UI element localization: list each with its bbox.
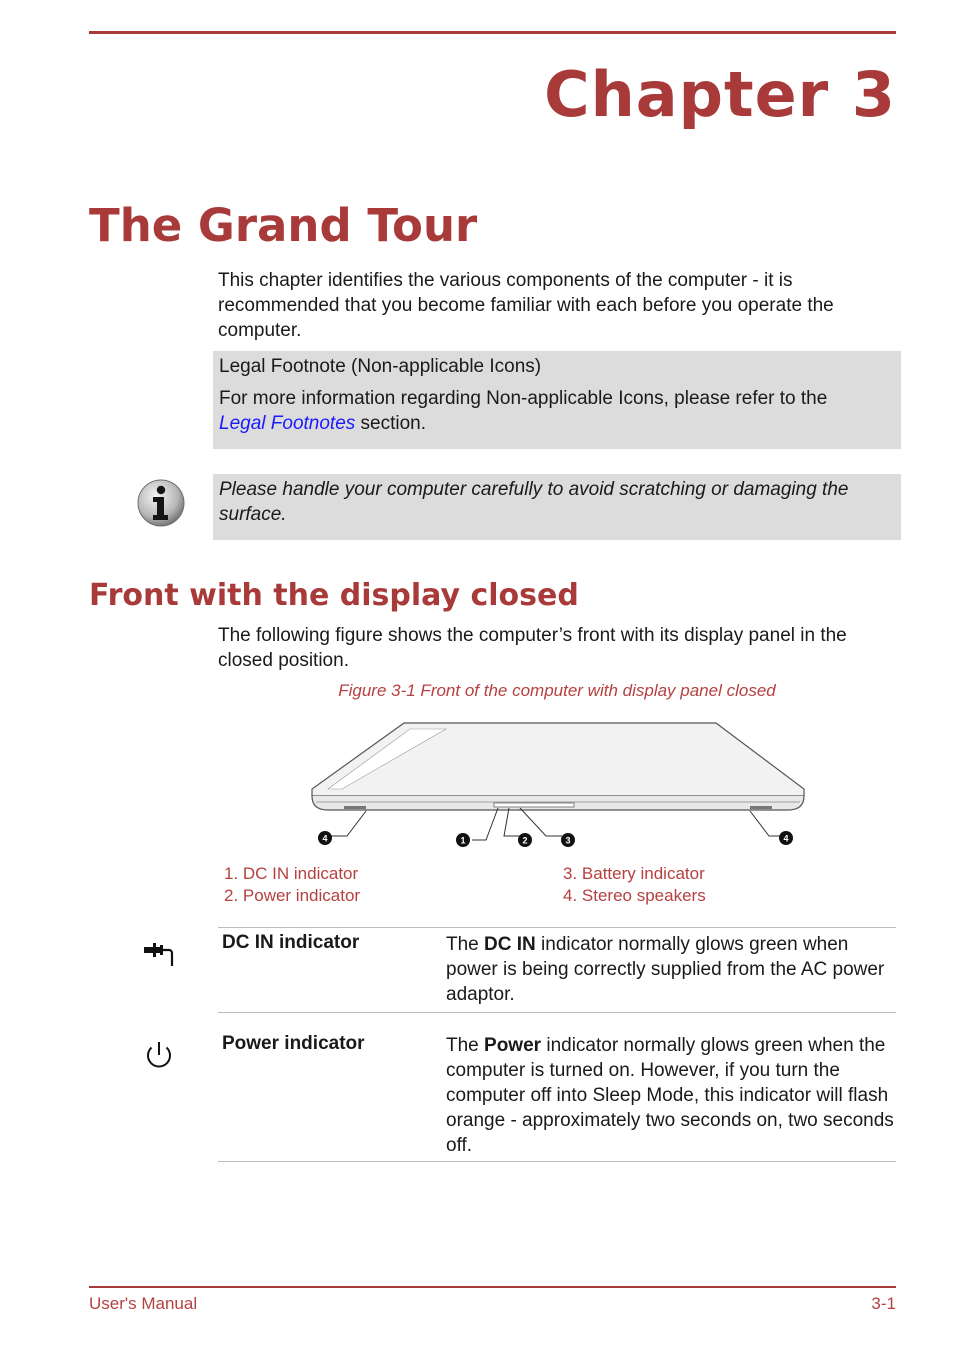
callout-4-left: 4 <box>322 833 328 844</box>
legend-item-speakers: 4. Stereo speakers <box>563 886 706 905</box>
power-icon <box>140 1038 178 1072</box>
footer-manual-name: User's Manual <box>89 1294 198 1313</box>
legal-footnotes-link[interactable]: Legal Footnotes <box>219 413 356 434</box>
term-dc-in: DC IN indicator <box>222 932 360 953</box>
legal-footnote-text-before: For more information regarding Non-applicable Icons, please refer to the <box>219 388 828 409</box>
speaker-right <box>750 806 772 809</box>
desc-power <box>446 1033 898 1158</box>
header-rule <box>89 31 896 34</box>
leader-line-4-left <box>330 811 366 836</box>
callout-badge-4-right <box>779 831 793 845</box>
desc-power-bold: Power <box>484 1035 542 1056</box>
indicator-strip <box>494 803 574 807</box>
dc-in-plug-icon <box>140 938 178 972</box>
legend-item-power: 2. Power indicator <box>224 886 361 905</box>
leader-line-4-right <box>750 811 780 836</box>
intro-paragraph: This chapter identifies the various components of the computer - it is recommended that you become familiar with each before you operate the computer. <box>218 270 834 341</box>
desc-power-post: indicator normally glows green when the computer is turned on. However, if you turn the computer off into Sleep Mode, this indicator will flash orange - approximately two seconds on, two seconds off. <box>446 1035 894 1156</box>
table-divider <box>218 1012 896 1013</box>
section-heading: Front with the display closed <box>89 578 579 613</box>
callout-badge-1 <box>456 833 470 847</box>
callout-3: 3 <box>565 835 571 846</box>
section-paragraph: The following figure shows the computer’s front with its display panel in the closed position. <box>218 625 847 671</box>
leader-line-3 <box>520 808 562 836</box>
laptop-front-figure <box>306 716 810 852</box>
handling-note-box <box>213 474 901 540</box>
footer-page-number: 3-1 <box>871 1294 896 1313</box>
desc-dc-in-post: indicator normally glows green when power is being correctly supplied from the AC power adaptor. <box>446 934 885 1005</box>
handling-note-text: Please handle your computer carefully to avoid scratching or damaging the surface. <box>219 479 849 525</box>
legal-footnote-text <box>213 379 901 436</box>
desc-power-pre: The <box>446 1035 485 1056</box>
page-title: The Grand Tour <box>89 199 478 252</box>
leader-line-2 <box>504 808 520 836</box>
callout-badge-4-left <box>318 831 332 845</box>
legal-footnote-box <box>213 351 901 449</box>
desc-dc-in <box>446 932 898 1007</box>
speaker-left <box>344 806 366 809</box>
info-icon <box>136 478 186 528</box>
callout-badge-2 <box>518 833 532 847</box>
table-divider <box>218 927 896 928</box>
legend-item-battery: 3. Battery indicator <box>563 864 705 883</box>
term-power: Power indicator <box>222 1033 365 1054</box>
chapter-number: Chapter 3 <box>544 58 896 131</box>
callout-badge-3 <box>561 833 575 847</box>
callout-4-right: 4 <box>783 833 789 844</box>
footer-rule <box>89 1286 896 1288</box>
legal-footnote-heading: Legal Footnote (Non-applicable Icons) <box>219 356 542 377</box>
leader-line-1 <box>472 808 498 840</box>
callout-1: 1 <box>460 835 466 846</box>
legal-footnote-text-after: section. <box>355 413 427 434</box>
callout-2: 2 <box>522 835 528 846</box>
figure-caption: Figure 3-1 Front of the computer with display panel closed <box>338 681 776 700</box>
legend-item-dc-in: 1. DC IN indicator <box>224 864 359 883</box>
table-divider <box>218 1161 896 1162</box>
desc-dc-in-pre: The <box>446 934 485 955</box>
desc-dc-in-bold: DC IN <box>484 934 536 955</box>
